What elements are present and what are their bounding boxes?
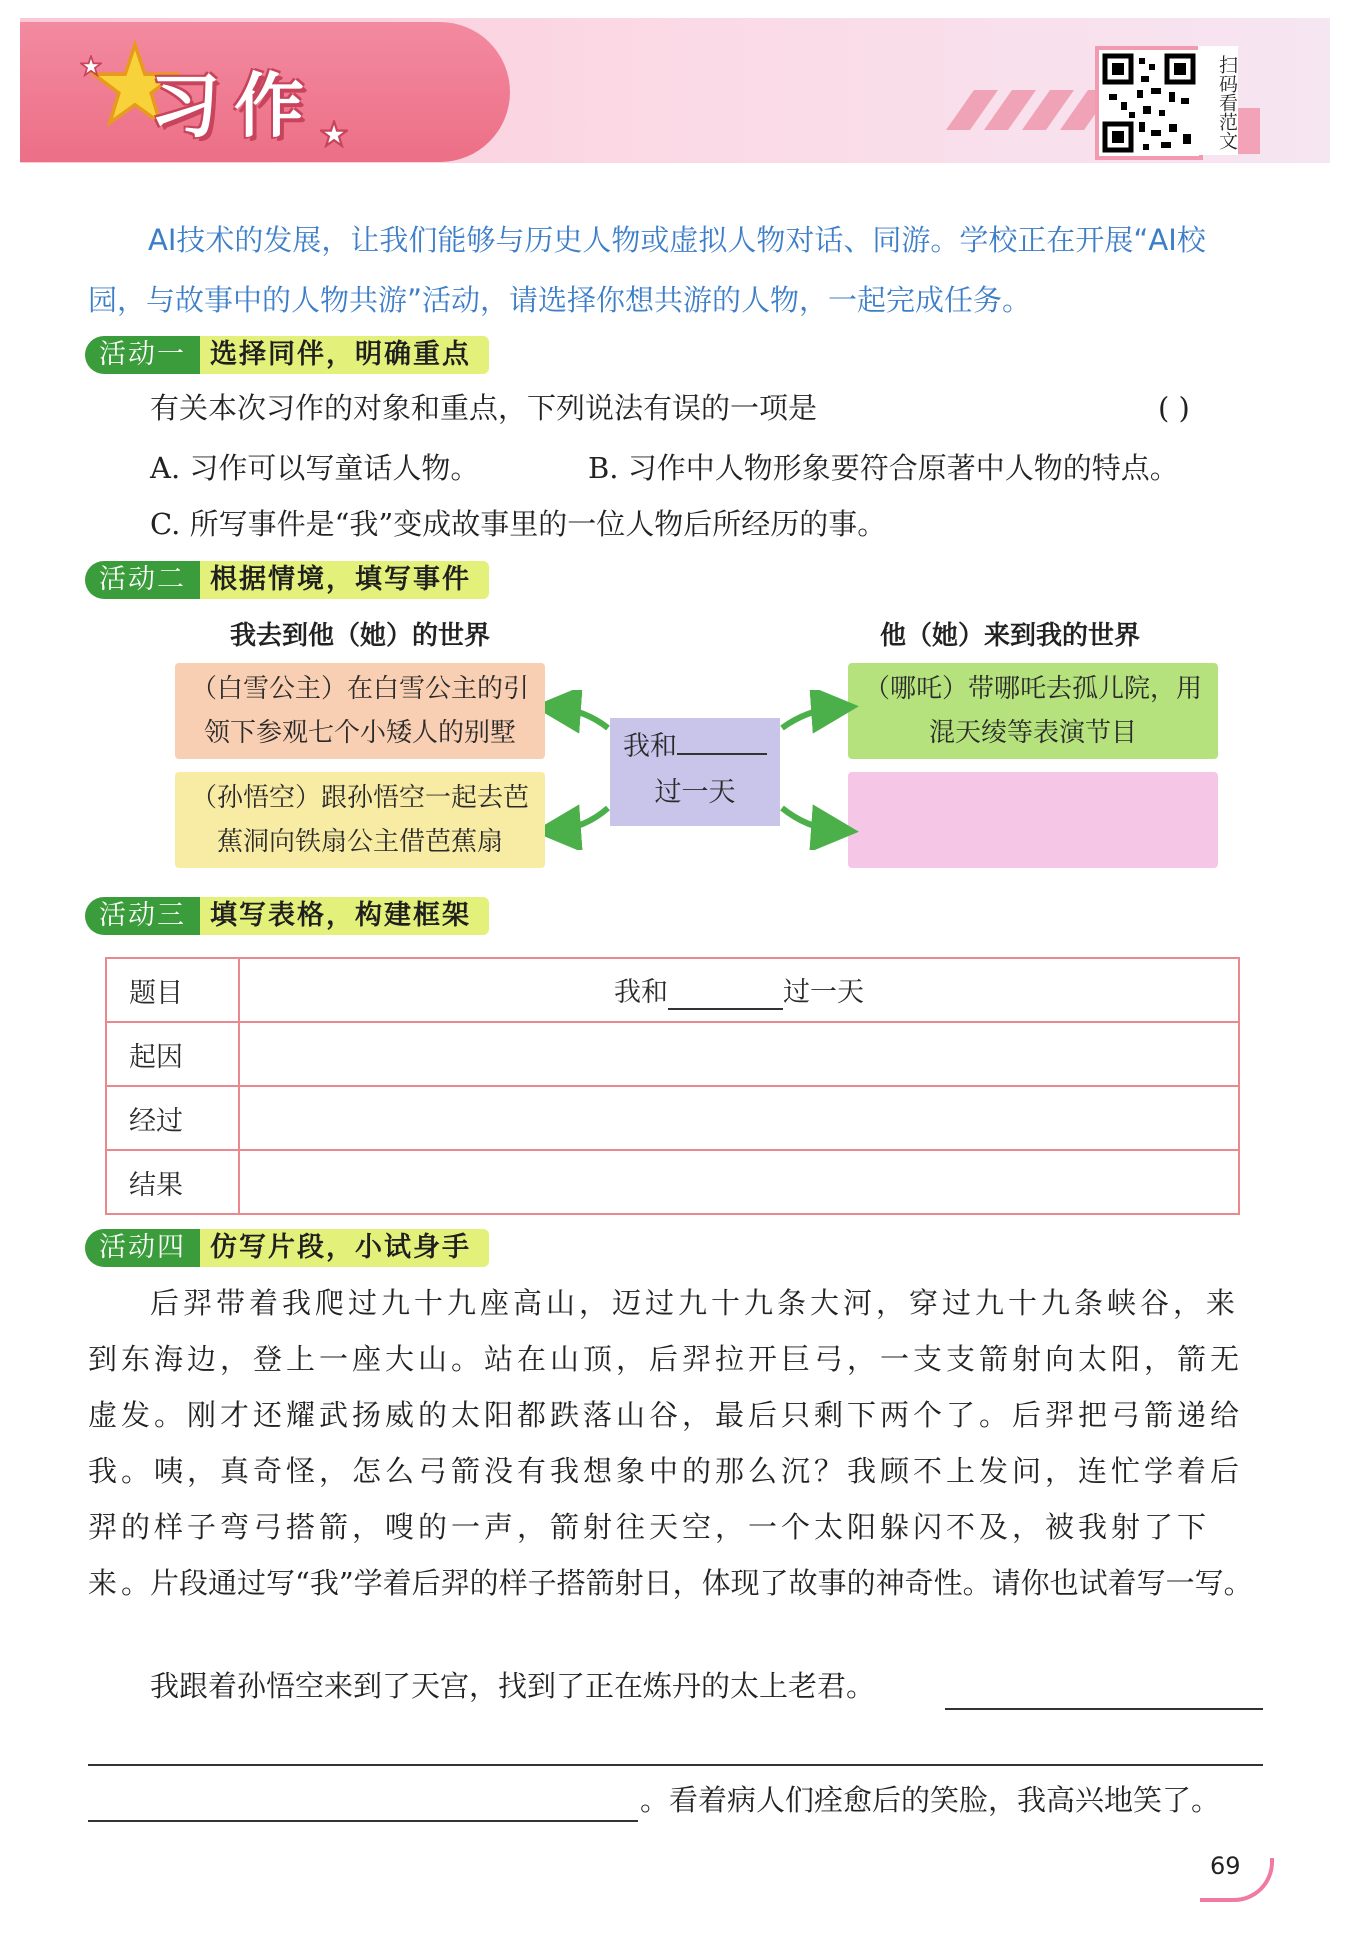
small-star-icon (320, 120, 348, 148)
activity1-label (85, 333, 489, 377)
qr-label: 扫码看范文 (1198, 46, 1238, 155)
option-a[interactable]: A. 习作可以写童话人物。 (150, 451, 480, 485)
table-row (106, 1150, 1239, 1214)
writing-line-2[interactable] (88, 1764, 1263, 1766)
activity2-title: 根据情境，填写事件 (200, 561, 489, 599)
activity2-tag: 活动二 (85, 561, 200, 599)
answer-bracket[interactable]: ( ) (1158, 391, 1190, 425)
row-label: 起因 (106, 1022, 239, 1086)
activity3-label (85, 894, 489, 938)
framework-table (105, 957, 1240, 1215)
writing-line-3[interactable] (88, 1820, 638, 1822)
activity2-label (85, 558, 489, 602)
end-sentence: 。看着病人们痊愈后的笑脸，我高兴地笑了。 (640, 1783, 1221, 1817)
activity4-tag: 活动四 (85, 1229, 200, 1267)
center-topic-box (610, 718, 780, 826)
writing-line-1[interactable] (945, 1708, 1263, 1710)
activity1-title: 选择同伴，明确重点 (200, 336, 489, 374)
process-cell[interactable] (239, 1086, 1239, 1150)
start-sentence: 我跟着孙悟空来到了天宫，找到了正在炼丹的太上老君。 (150, 1669, 876, 1703)
decorative-stripes (960, 90, 1112, 134)
right-card-1: （哪吒）带哪吒去孤儿院，用混天绫等表演节目 (848, 663, 1218, 759)
result-cell[interactable] (239, 1150, 1239, 1214)
activity4-title: 仿写片段，小试身手 (200, 1229, 489, 1267)
cause-cell[interactable] (239, 1022, 1239, 1086)
table-row (106, 958, 1239, 1022)
activity3-tag: 活动三 (85, 897, 200, 935)
left-card-1: （白雪公主）在白雪公主的引领下参观七个小矮人的别墅 (175, 663, 545, 759)
center-line1: 我和 (623, 731, 677, 762)
row-label: 题目 (106, 958, 239, 1022)
option-b[interactable]: B. 习作中人物形象要符合原著中人物的特点。 (588, 451, 1179, 485)
title-pre: 我和 (614, 977, 668, 1008)
writing-prompt: 片段通过写“我”学着后羿的样子搭箭射日，体现了故事的神奇性。请你也试着写一写。 (150, 1566, 1253, 1600)
activity4-label (85, 1226, 489, 1270)
page-title: 习作 (150, 65, 318, 147)
right-column-heading: 他（她）来到我的世界 (880, 621, 1141, 651)
example-passage: 后羿带着我爬过九十九座高山，迈过九十九条大河，穿过九十九条峡谷，来到东海边，登上一座大山。站在山顶，后羿拉开巨弓，一支支箭射向太阳，箭无虚发。刚才还耀武扬威的太阳都跌落山谷，最后只剩下两个了。后羿把弓箭递给我。咦，真奇怪，怎么弓箭没有我想象中的那么沉？我顾不上发问，连忙学着后羿的样子弯弓搭箭，嗖的一声，箭射往天空，一个太阳躲闪不及，被我射了下来。 (88, 1286, 1244, 1600)
activity3-title: 填写表格，构建框架 (200, 897, 489, 935)
left-card-2: （孙悟空）跟孙悟空一起去芭蕉洞向铁扇公主借芭蕉扇 (175, 772, 545, 868)
table-row (106, 1022, 1239, 1086)
activity1-question: 有关本次习作的对象和重点，下列说法有误的一项是 (150, 391, 818, 425)
row-label: 结果 (106, 1150, 239, 1214)
qr-code-icon[interactable] (1095, 46, 1203, 160)
left-column-heading: 我去到他（她）的世界 (230, 621, 491, 651)
title-blank[interactable] (668, 977, 783, 1010)
title-cell[interactable] (239, 958, 1239, 1022)
row-label: 经过 (106, 1086, 239, 1150)
intro-text: AI技术的发展，让我们能够与历史人物或虚拟人物对话、同游。学校正在开展“AI校园，与故事中的人物共游”活动，请选择你想共游的人物，一起完成任务。 (88, 223, 1206, 317)
page-number: 69 (1210, 1852, 1241, 1880)
qr-tab (1238, 108, 1260, 154)
name-blank[interactable] (677, 729, 767, 755)
option-c[interactable]: C. 所写事件是“我”变成故事里的一位人物后所经历的事。 (150, 507, 887, 541)
activity1-tag: 活动一 (85, 336, 200, 374)
title-post: 过一天 (783, 977, 864, 1008)
small-star-icon (80, 55, 102, 77)
table-row (106, 1086, 1239, 1150)
center-line2: 过一天 (654, 777, 736, 808)
